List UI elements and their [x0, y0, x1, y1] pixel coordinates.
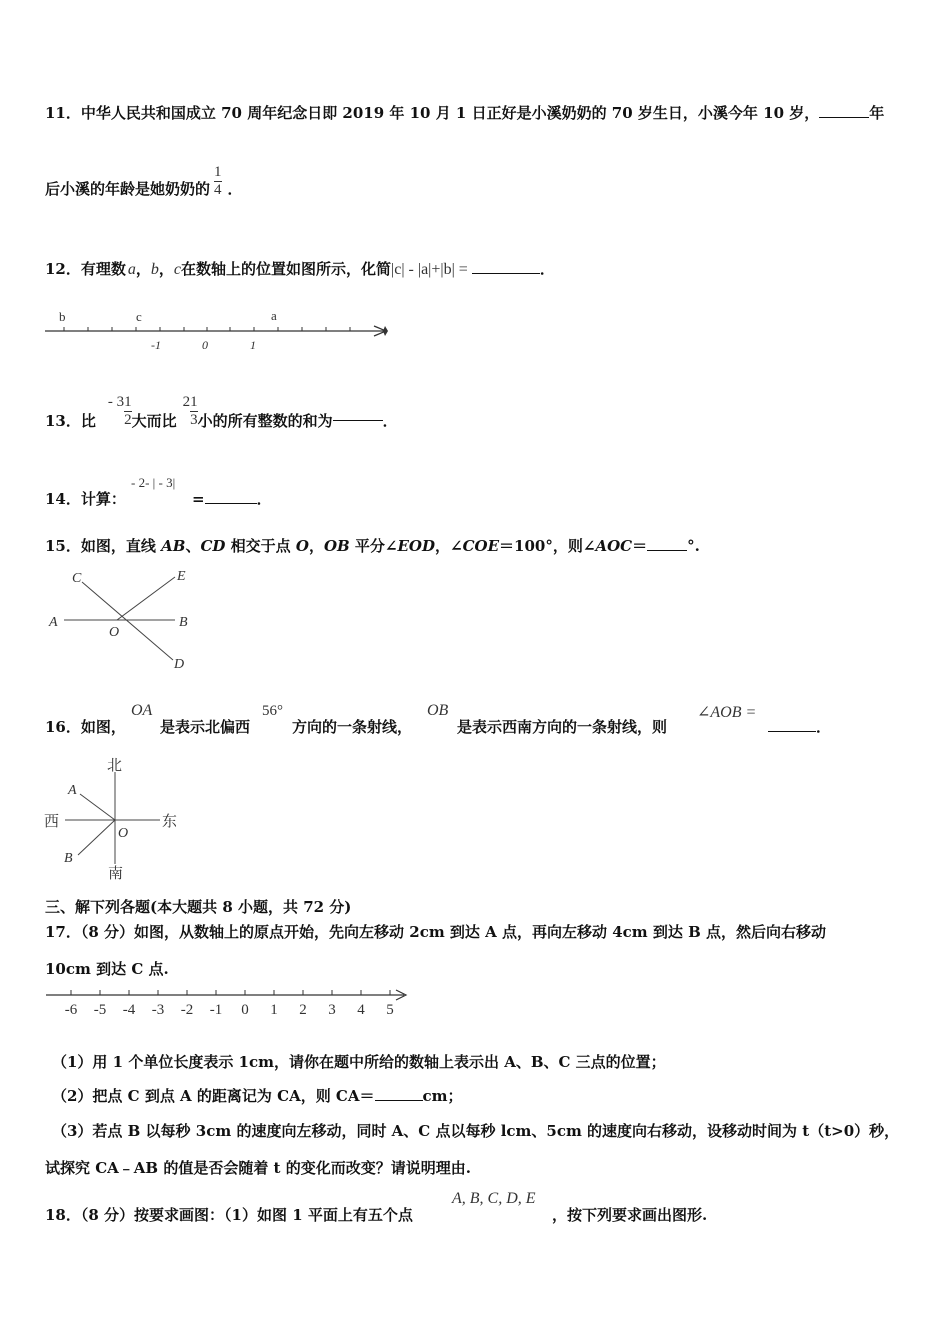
fig-label-e: E	[177, 569, 186, 584]
q17-part3-line2: 试探究 CA﹣AB 的值是否会随着 t 的变化而改变？请说明理由.	[45, 1159, 471, 1177]
angle-aoc: AOC	[595, 537, 633, 555]
q14-label	[45, 488, 126, 509]
fig-label-d: D	[174, 657, 185, 672]
q11-line1-end: 年	[869, 104, 885, 122]
frac-den: 3	[190, 412, 198, 428]
label-east: 东	[162, 814, 178, 830]
q17-part1: （1）用 1 个单位长度表示 1cm，请你在题中所给的数轴上表示出 A、B、C 三点的位置；	[52, 1053, 666, 1071]
angle-eod: EOD	[397, 537, 436, 555]
q13-line	[45, 392, 398, 431]
fig-label-c: C	[72, 571, 82, 586]
frac-num: 1	[190, 394, 198, 410]
q13-mid: 大而比	[131, 412, 177, 430]
axis-tick-label: 2	[299, 1002, 307, 1018]
q11-fraction	[214, 164, 222, 199]
q15-t3: 平分∠	[349, 537, 398, 555]
q17-line2: 10cm 到达 C 点.	[45, 960, 169, 978]
q16-degree: 56°	[262, 703, 283, 719]
angle-coe: COE	[462, 537, 500, 555]
fig-label-a: A	[49, 615, 58, 630]
q17-number-line	[40, 985, 415, 1025]
q14-equals: =	[192, 490, 205, 508]
q15-end: °.	[687, 537, 700, 555]
angle-aob: ∠AOB =	[697, 704, 757, 721]
fig-label-a-16: A	[68, 783, 77, 798]
axis-tick-label: 1	[270, 1002, 278, 1018]
q13-fraction-third	[190, 394, 198, 429]
q16-blank	[768, 731, 816, 732]
q15-figure	[40, 560, 210, 680]
axis-tick-label: -3	[151, 1002, 165, 1018]
axis-tick-label: -6	[64, 1002, 78, 1018]
q16-prefix: 16．如图，	[45, 718, 126, 736]
q15-t1: 相交于点	[225, 537, 296, 555]
line-cd: CD	[200, 537, 226, 555]
q16-answer	[768, 716, 831, 737]
q16-t2: 方向的一条射线，	[292, 718, 413, 736]
q15-t5: ＝100°，则∠	[499, 537, 596, 555]
fig-label-b: B	[179, 615, 188, 630]
label-west: 西	[44, 814, 60, 830]
q12-expr-text: |c| - |a|+|b| =	[391, 261, 468, 278]
tick-label-0: 0	[202, 338, 208, 352]
q12-line	[45, 258, 555, 279]
var-c: c	[173, 261, 182, 278]
q13-fraction-half	[124, 394, 132, 429]
q17-line1: 17．（8 分）如图，从数轴上的原点开始，先向左移动 2cm 到达 A 点，再向左移动 4cm 到达 B 点，然后向右移动	[45, 923, 827, 941]
frac-den: 2	[124, 412, 132, 428]
q16-compass-figure	[40, 752, 190, 882]
axis-tick-label: -2	[180, 1002, 194, 1018]
q17-blank	[375, 1100, 423, 1101]
q14-period: ．	[256, 490, 272, 508]
q18-suffix: ，按下列要求画出图形.	[552, 1206, 708, 1224]
q13-tail: 小的所有整数的和为	[197, 412, 333, 430]
q15-blank	[647, 550, 687, 551]
axis-label-b: b	[59, 309, 66, 324]
axis-tick-label: 3	[328, 1002, 336, 1018]
q11-frac-num: 1	[214, 164, 222, 180]
q16-label	[45, 716, 126, 737]
q13-whole-two: 2	[182, 394, 191, 410]
q13-period: ．	[382, 412, 398, 430]
point-o: O	[295, 537, 309, 555]
q13-blank	[333, 420, 383, 421]
q11-text: 11．中华人民共和国成立 70 周年纪念日即 2019 年 10 月 1 日正好是小溪奶奶的 70 岁生日，小溪今年 10 岁，	[45, 104, 820, 122]
fig-label-b-16: B	[64, 851, 73, 866]
ray-ob-16: OB	[427, 702, 449, 719]
section-heading: 三、解下列各题(本大题共 8 小题，共 72 分)	[45, 898, 352, 916]
comma: ，	[158, 260, 174, 278]
q13-neg-three: - 3	[107, 394, 125, 410]
q14-blank	[205, 503, 257, 504]
label-south: 南	[108, 866, 124, 882]
q12-expression	[391, 261, 468, 278]
var-a: a	[127, 261, 136, 278]
axis-tick-label: 5	[386, 1002, 394, 1018]
sep: 、	[185, 537, 201, 555]
label-north: 北	[107, 758, 123, 774]
line-ab: AB	[161, 537, 186, 555]
q15-t4: ，∠	[435, 537, 463, 555]
axis-label-c: c	[136, 309, 142, 324]
axis-label-a: a	[271, 308, 277, 323]
q16-t1: 是表示北偏西	[160, 718, 251, 736]
fig-label-o-16: O	[118, 826, 129, 841]
q18-points: A, B, C, D, E	[452, 1190, 536, 1207]
tick-label-1: 1	[250, 338, 256, 352]
q14-answer	[192, 488, 272, 509]
fig-label-o: O	[109, 625, 120, 640]
q11-blank	[819, 117, 869, 118]
q15-prefix: 15．如图，直线	[45, 537, 162, 555]
axis-tick-label: 0	[241, 1002, 249, 1018]
q18-prefix: 18．（8 分）按要求画图：（1）如图 1 平面上有五个点	[45, 1206, 413, 1224]
q14-expression: - 2- | - 3|	[131, 475, 176, 490]
frac-num: 1	[124, 394, 132, 410]
tick-label-m1: -1	[151, 338, 161, 352]
axis-tick-label: -1	[209, 1002, 223, 1018]
q11-line2-text: 后小溪的年龄是她奶奶的	[45, 180, 211, 198]
q11-line1	[45, 102, 884, 123]
q16-t3: 是表示西南方向的一条射线，则	[457, 718, 668, 736]
q12-period: ．	[539, 260, 555, 278]
q17-part2-unit: cm；	[422, 1087, 463, 1105]
q16-period: ．	[816, 718, 832, 736]
q14-prefix: 14．计算：	[45, 490, 126, 508]
q17-part2	[52, 1085, 463, 1106]
var-b: b	[150, 261, 159, 278]
q12-number-line	[40, 305, 400, 355]
q15-t2: ，	[308, 537, 324, 555]
q13-prefix: 13．比	[45, 412, 96, 430]
comma: ，	[135, 260, 151, 278]
q15-t6: ＝	[632, 537, 648, 555]
q15-line	[45, 535, 700, 556]
ray-oa: OA	[131, 702, 153, 719]
q11-frac-den: 4	[214, 182, 222, 198]
q12-mid: 在数轴上的位置如图所示，化简	[181, 260, 392, 278]
axis-tick-label: 4	[357, 1002, 365, 1018]
q17-part2-text: （2）把点 C 到点 A 的距离记为 CA，则 CA＝	[52, 1087, 375, 1105]
axis-tick-label: -5	[93, 1002, 107, 1018]
q11-period: ．	[227, 180, 243, 198]
q12-blank	[472, 273, 540, 274]
ray-ob: OB	[323, 537, 350, 555]
q17-part3-line1: （3）若点 B 以每秒 3cm 的速度向左移动，同时 A、C 点以每秒 lcm、5cm 的速度向右移动，设移动时间为 t（t>0）秒，	[52, 1122, 900, 1140]
q12-prefix: 12．有理数	[45, 260, 126, 278]
q11-line2	[45, 164, 243, 199]
axis-tick-label: -4	[122, 1002, 136, 1018]
